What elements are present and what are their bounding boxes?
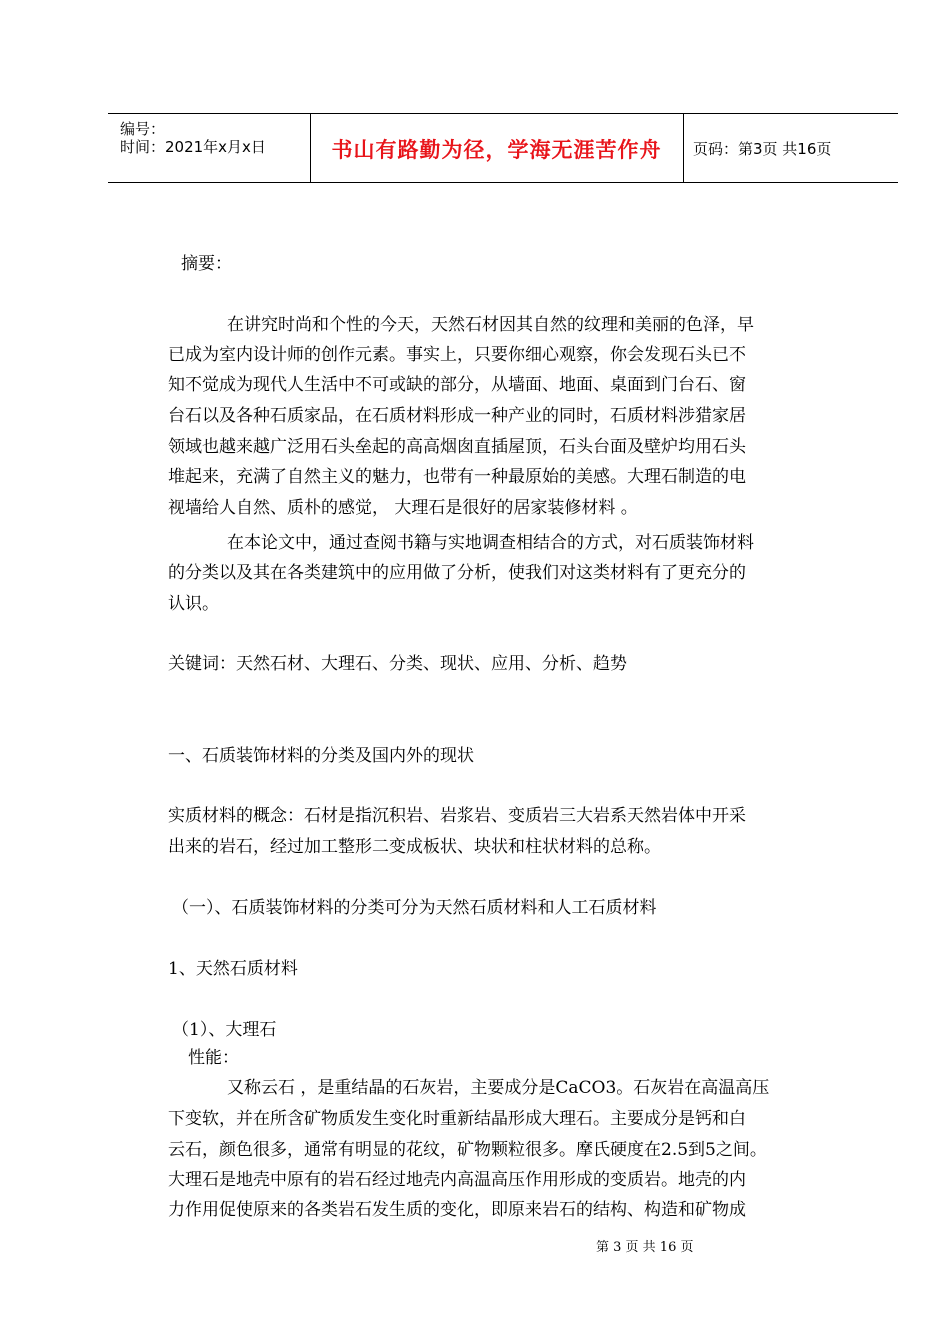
page-label: 页码：第3页 共16页 (693, 140, 832, 158)
text-line: 云石，颜色很多，通常有明显的花纹，矿物颗粒很多。摩氏硬度在2.5到5之间。 (168, 1140, 767, 1160)
serial-label: 编号： (120, 120, 166, 138)
section-title: 一、石质装饰材料的分类及国内外的现状 (168, 746, 474, 766)
text-line: 台石以及各种石质家品，在石质材料形成一种产业的同时，石质材料涉猎家居 (168, 406, 746, 426)
subsection-title: （一）、石质装饰材料的分类可分为天然石质材料和人工石质材料 (172, 898, 657, 918)
text-line: 大理石是地壳中原有的岩石经过地壳内高温高压作用形成的变质岩。地壳的内 (168, 1170, 746, 1190)
performance-label: 性能： (188, 1048, 239, 1068)
header-page-cell (683, 114, 898, 182)
text-line: 领域也越来越广泛用石头垒起的高高烟囱直插屋顶，石头台面及壁炉均用石头 (168, 437, 746, 457)
keywords: 关键词：天然石材、大理石、分类、现状、应用、分析、趋势 (168, 654, 627, 674)
text-line: 实质材料的概念：石材是指沉积岩、岩浆岩、变质岩三大岩系天然岩体中开采 (168, 806, 746, 826)
text-line: 已成为室内设计师的创作元素。事实上，只要你细心观察，你会发现石头已不 (168, 345, 746, 365)
motto-text: 书山有路勤为径，学海无涯苦作舟 (331, 138, 662, 162)
item-heading: 1、天然石质材料 (168, 959, 298, 979)
time-label: 时间：2021年x月x日 (120, 138, 266, 156)
text-line: 力作用促使原来的各类岩石发生质的变化，即原来岩石的结构、构造和矿物成 (168, 1200, 746, 1220)
text-line: 的分类以及其在各类建筑中的应用做了分析，使我们对这类材料有了更充分的 (168, 563, 746, 583)
item-subheading: （1）、大理石 (172, 1020, 277, 1040)
header-info-cell (108, 114, 311, 182)
text-line: 在讲究时尚和个性的今天，天然石材因其自然的纹理和美丽的色泽，早 (227, 315, 754, 335)
text-line: 出来的岩石，经过加工整形二变成板状、块状和柱状材料的总称。 (168, 837, 661, 857)
text-line: 又称云石 ，是重结晶的石灰岩，主要成分是CaCO3。石灰岩在高温高压 (227, 1078, 770, 1098)
text-line: 下变软，并在所含矿物质发生变化时重新结晶形成大理石。主要成分是钙和白 (168, 1109, 746, 1129)
text-line: 堆起来，充满了自然主义的魅力，也带有一种最原始的美感。大理石制造的电 (168, 467, 746, 487)
page-footer: 第 3 页 共 16 页 (596, 1240, 694, 1255)
abstract-title: 摘要： (181, 254, 232, 274)
text-line: 认识。 (168, 594, 219, 614)
header-table (108, 113, 898, 183)
text-line: 知不觉成为现代人生活中不可或缺的部分，从墙面、地面、桌面到门台石、窗 (168, 375, 746, 395)
text-line: 在本论文中，通过查阅书籍与实地调查相结合的方式，对石质装饰材料 (227, 533, 754, 553)
text-line: 视墙给人自然、质朴的感觉， 大理石是很好的居家装修材料 。 (168, 498, 638, 518)
header-motto-cell (310, 114, 684, 182)
